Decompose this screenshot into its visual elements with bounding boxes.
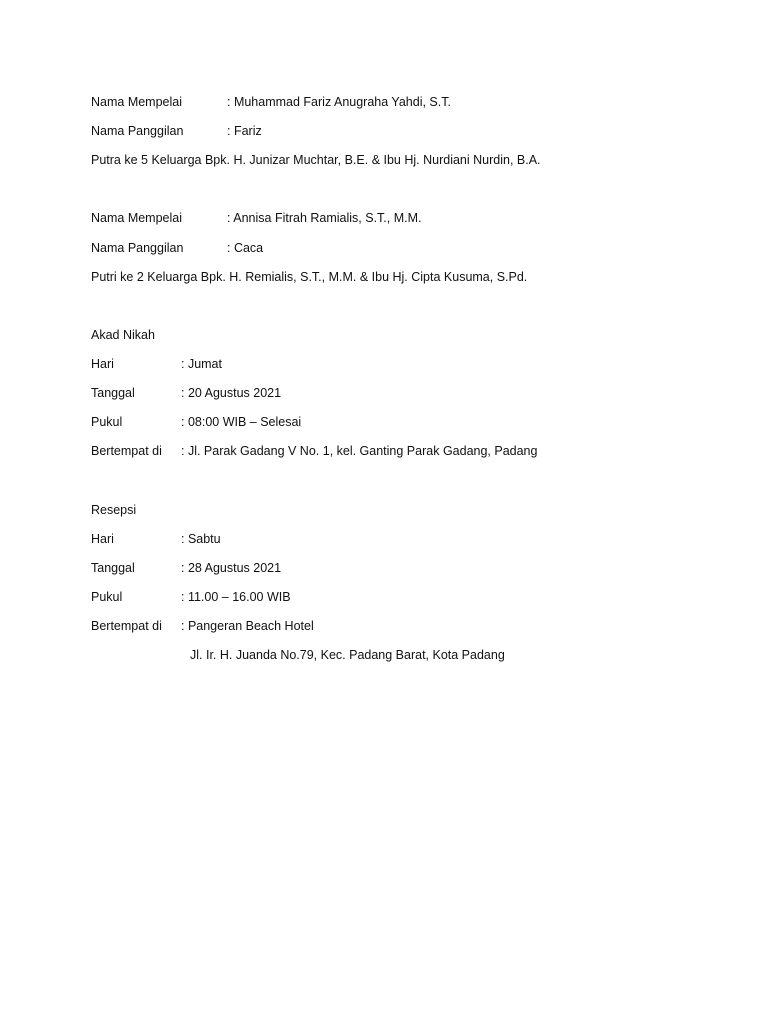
resepsi-address: Jl. Ir. H. Juanda No.79, Kec. Padang Barat, Kota Padang <box>190 648 505 662</box>
resepsi-place-value: : Pangeran Beach Hotel <box>181 619 314 633</box>
groom-nick-value: : Fariz <box>227 124 262 138</box>
groom-name-label: Nama Mempelai <box>91 95 183 109</box>
resepsi-date-label: Tanggal <box>91 561 135 575</box>
akad-place-label: Bertempat di <box>91 444 162 458</box>
bride-name-value: : Annisa Fitrah Ramialis, S.T., M.M. <box>227 211 422 225</box>
akad-date-value: : 20 Agustus 2021 <box>181 386 282 400</box>
resepsi-place-label: Bertempat di <box>91 619 162 633</box>
akad-day-label: Hari <box>91 357 114 371</box>
resepsi-time-value: : 11.00 – 16.00 WIB <box>181 590 291 604</box>
groom-name-value: : Muhammad Fariz Anugraha Yahdi, S.T. <box>227 95 451 109</box>
resepsi-day-label: Hari <box>91 532 114 546</box>
resepsi-date-value: : 28 Agustus 2021 <box>181 561 282 575</box>
akad-day-value: : Jumat <box>181 357 222 371</box>
resepsi-time-label: Pukul <box>91 590 123 604</box>
bride-nick-value: : Caca <box>227 241 264 255</box>
bride-family: Putri ke 2 Keluarga Bpk. H. Remialis, S.T., M.M. & Ibu Hj. Cipta Kusuma, S.Pd. <box>91 270 528 284</box>
akad-time-label: Pukul <box>91 415 123 429</box>
bride-name-label: Nama Mempelai <box>91 211 183 225</box>
akad-time-value: : 08:00 WIB – Selesai <box>181 415 302 429</box>
akad-date-label: Tanggal <box>91 386 135 400</box>
bride-nick-label: Nama Panggilan <box>91 241 184 255</box>
groom-family: Putra ke 5 Keluarga Bpk. H. Junizar Muchtar, B.E. & Ibu Hj. Nurdiani Nurdin, B.A. <box>91 153 541 167</box>
resepsi-day-value: : Sabtu <box>181 532 221 546</box>
groom-nick-label: Nama Panggilan <box>91 124 184 138</box>
akad-place-value: : Jl. Parak Gadang V No. 1, kel. Ganting Parak Gadang, Padang <box>181 444 538 458</box>
resepsi-title: Resepsi <box>91 503 137 517</box>
akad-title: Akad Nikah <box>91 328 155 342</box>
